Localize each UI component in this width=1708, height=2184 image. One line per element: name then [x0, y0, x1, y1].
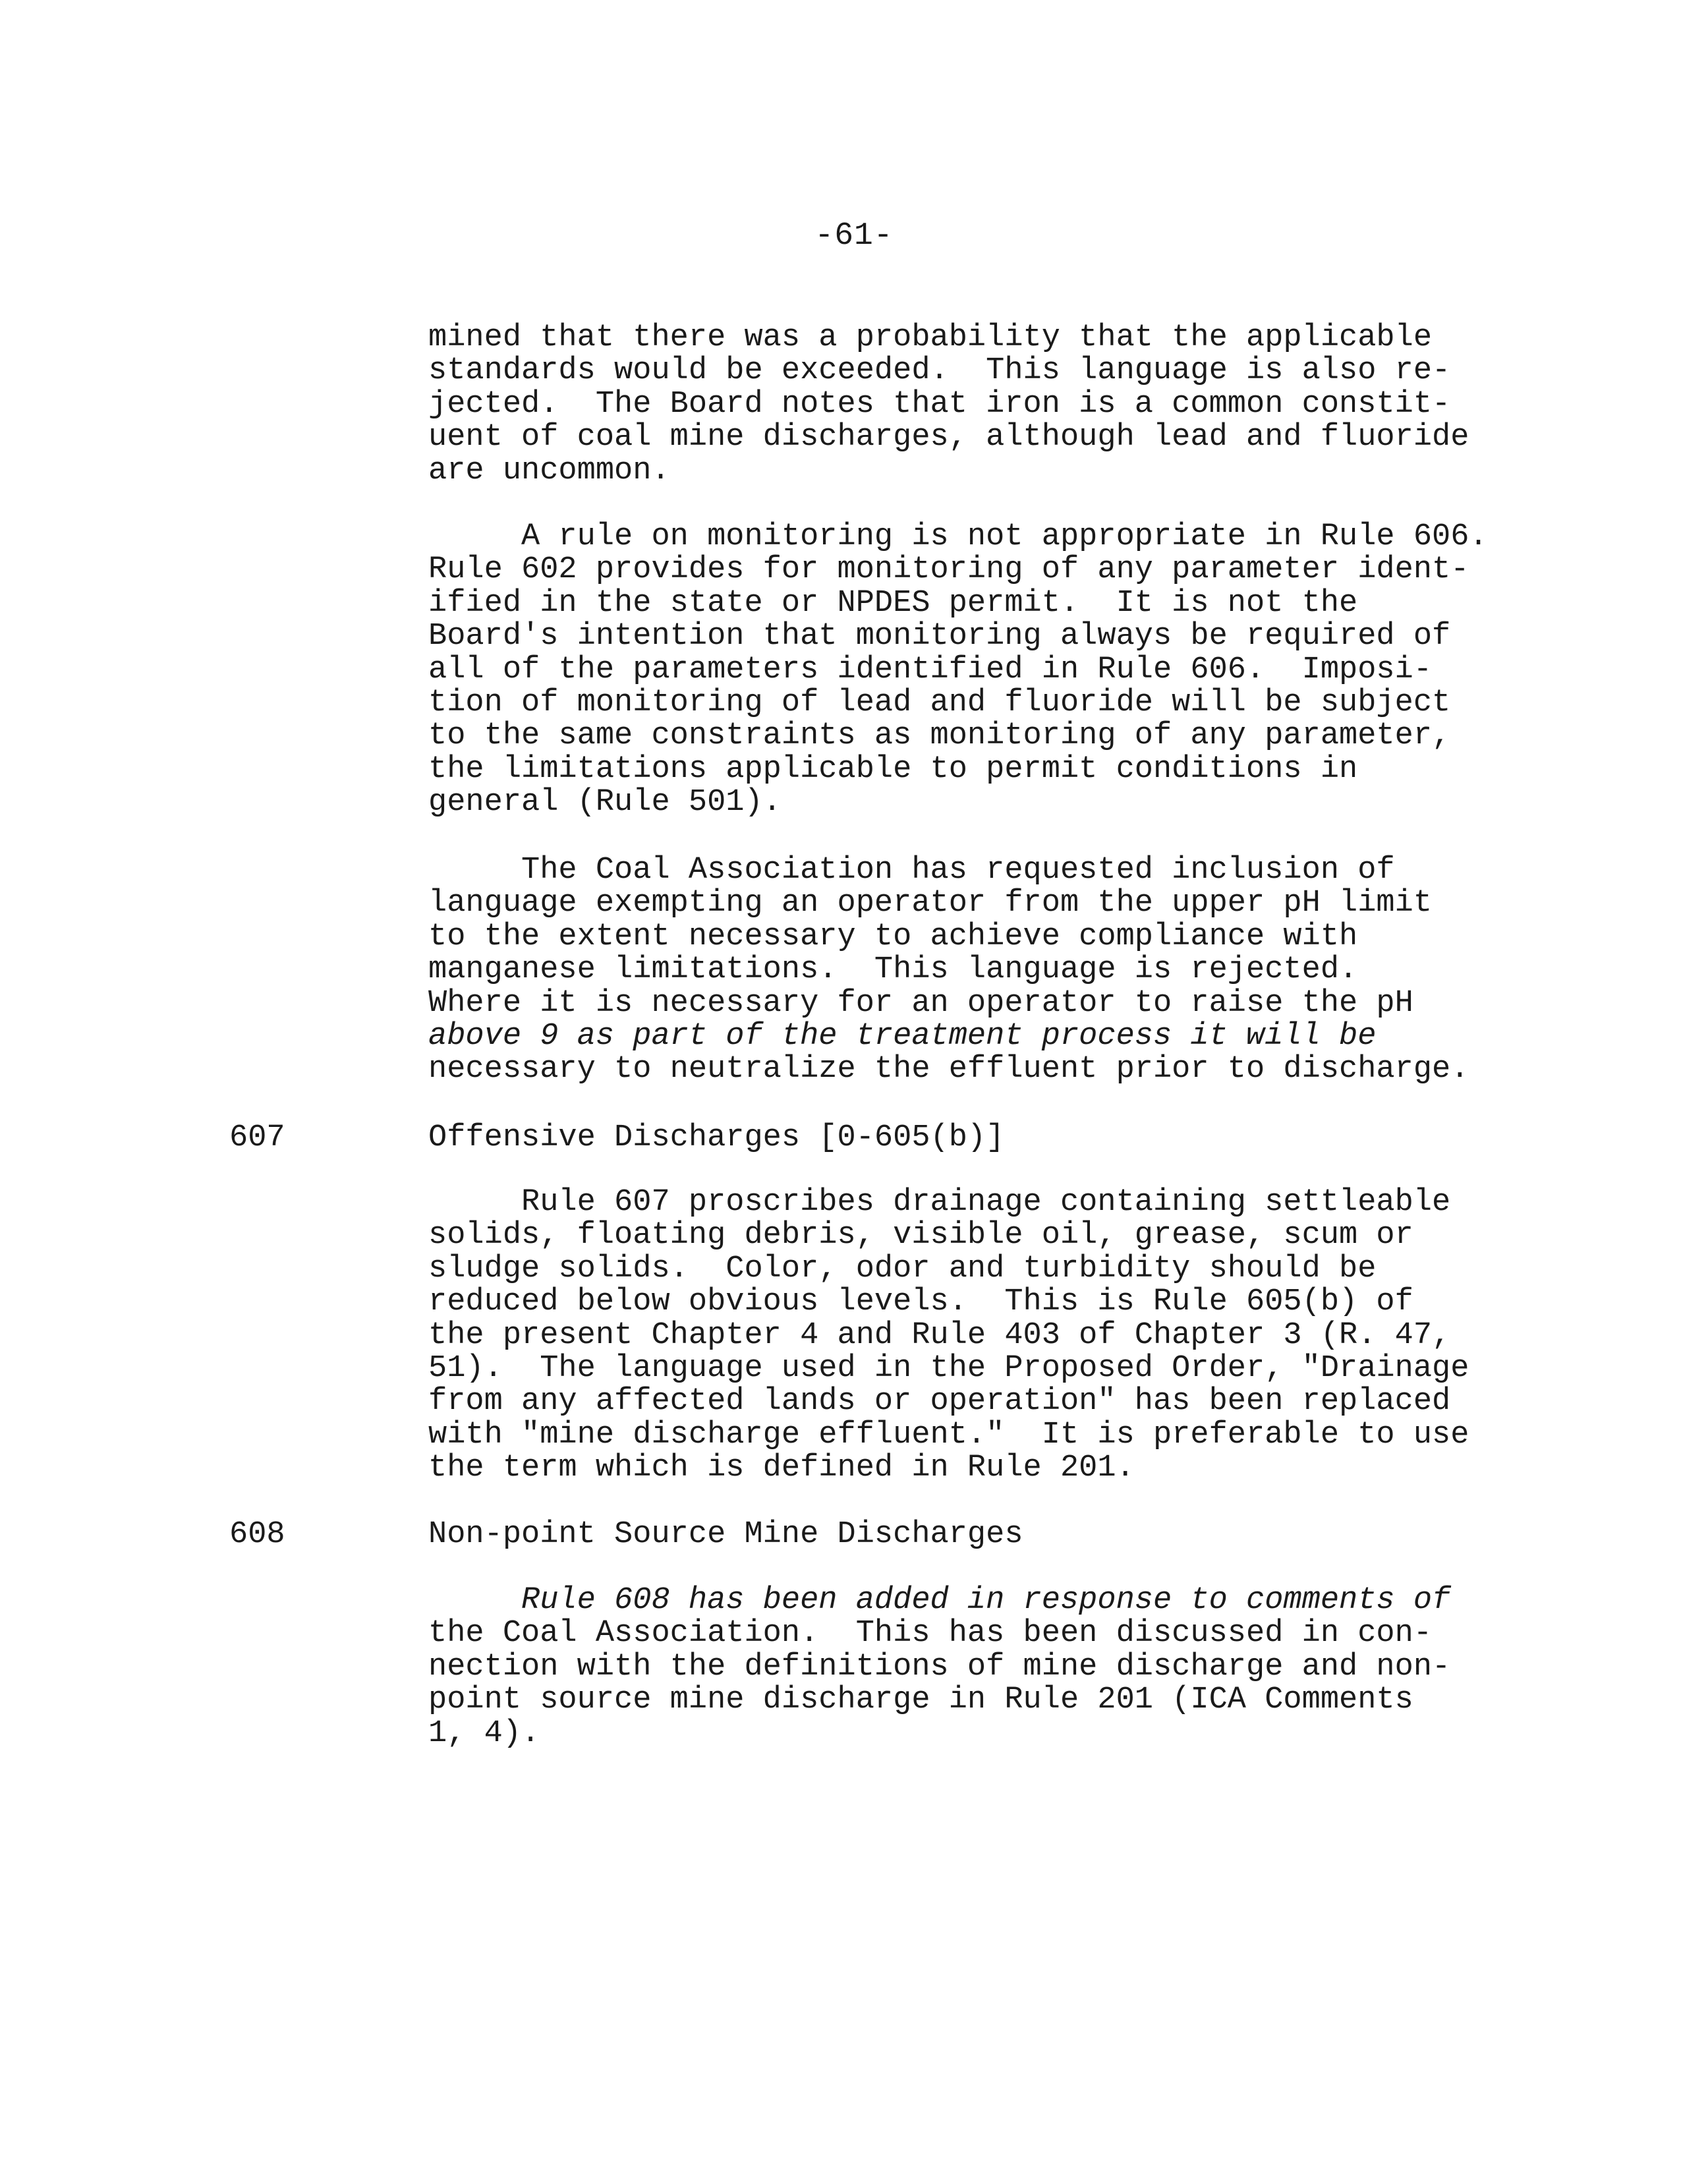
text-line: Rule 602 provides for monitoring of any parameter ident- [428, 552, 1469, 588]
text-line: language exempting an operator from the upper pH limit [428, 886, 1433, 921]
paragraph-coal-association [428, 854, 1575, 1087]
text-line: Rule 607 proscribes drainage containing settleable [428, 1185, 1451, 1220]
text-line: general (Rule 501). [428, 785, 782, 820]
section-607-body [428, 1186, 1575, 1485]
text-line: jected. The Board notes that iron is a common constit- [428, 386, 1451, 422]
text-line: to the same constraints as monitoring of any parameter, [428, 718, 1451, 754]
section-607-number: 607 [229, 1120, 285, 1155]
paragraph-continued [428, 322, 1575, 488]
text-line: Where it is necessary for an operator to raise the pH [428, 985, 1413, 1021]
text-line: A rule on monitoring is not appropriate in Rule 606. [428, 519, 1488, 554]
text-line: 51). The language used in the Proposed Order, "Drainage [428, 1350, 1469, 1386]
text-line: from any affected lands or operation" has been replaced [428, 1384, 1451, 1420]
text-line: point source mine discharge in Rule 201 (ICA Comments [428, 1682, 1413, 1718]
text-line: sludge solids. Color, odor and turbidity should be [428, 1251, 1377, 1286]
text-line: mined that there was a probability that the applicable [428, 320, 1433, 355]
text-line: are uncommon. [428, 453, 670, 488]
text-line: uent of coal mine discharges, although lead and fluoride [428, 420, 1469, 455]
section-607-title: Offensive Discharges [0-605(b)] [428, 1120, 1005, 1155]
text-line: all of the parameters identified in Rule 606. Imposi- [428, 652, 1433, 687]
text-line: the present Chapter 4 and Rule 403 of Chapter 3 (R. 47, [428, 1317, 1451, 1353]
text-line: tion of monitoring of lead and fluoride will be subject [428, 685, 1451, 720]
paragraph-monitoring [428, 521, 1575, 820]
text-line: The Coal Association has requested inclusion of [428, 853, 1395, 888]
text-line: solids, floating debris, visible oil, grease, scum or [428, 1218, 1413, 1253]
section-608-title: Non-point Source Mine Discharges [428, 1517, 1023, 1552]
text-line: manganese limitations. This language is rejected. [428, 952, 1358, 988]
text-line: standards would be exceeded. This language is also re- [428, 353, 1451, 389]
text-line: nection with the definitions of mine discharge and non- [428, 1649, 1451, 1684]
text-line: reduced below obvious levels. This is Rule 605(b) of [428, 1284, 1413, 1320]
text-line: 1, 4). [428, 1715, 540, 1751]
text-line: Rule 608 has been added in response to comments of [428, 1583, 1451, 1618]
text-line: above 9 as part of the treatment process it will be [428, 1018, 1377, 1054]
text-line: ified in the state or NPDES permit. It is not the [428, 585, 1358, 621]
text-line: the term which is defined in Rule 201. [428, 1451, 1135, 1486]
page-number: -61- [814, 218, 894, 254]
text-line: the limitations applicable to permit conditions in [428, 751, 1358, 787]
text-line: to the extent necessary to achieve compliance with [428, 919, 1358, 954]
text-line: necessary to neutralize the effluent prior to discharge. [428, 1052, 1469, 1087]
section-608-number: 608 [229, 1517, 285, 1552]
text-line: with "mine discharge effluent." It is preferable to use [428, 1417, 1469, 1452]
text-line: Board's intention that monitoring always be required of [428, 619, 1451, 654]
text-line: the Coal Association. This has been discussed in con- [428, 1616, 1433, 1652]
section-608-body [428, 1584, 1575, 1750]
